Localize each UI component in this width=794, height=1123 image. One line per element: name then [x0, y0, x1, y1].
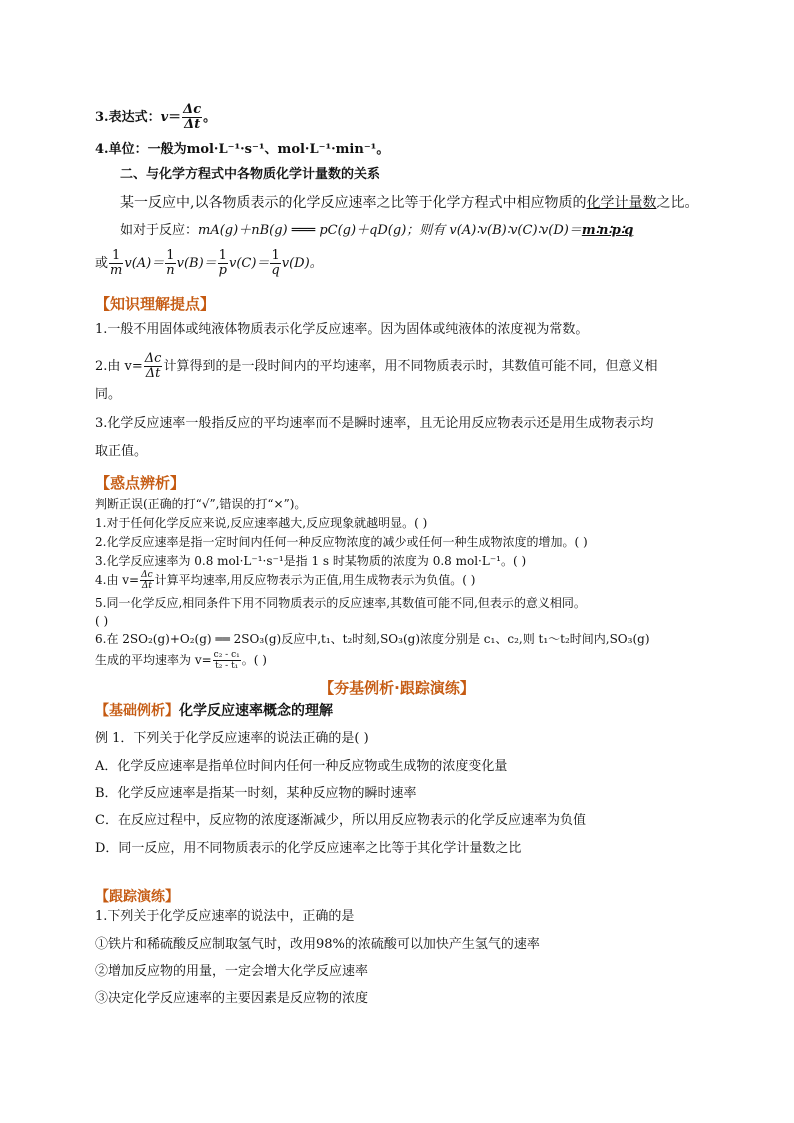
examples-sub-bracket: 【基础例析】: [95, 703, 179, 719]
section2-p3-vC: v(C)＝: [228, 256, 270, 271]
expression-prefix: 3.表达式：: [95, 110, 161, 125]
confusion-q6-fraction: [213, 650, 241, 671]
section2-p2-reaction: mA(g)＋nB(g) ═══ pC(g)＋qD(g)；则有 v(A)∶v(B)∶v(C)∶v(D)＝: [198, 223, 582, 238]
frac-m-num: 1: [109, 249, 123, 264]
knowledge-header: 【知识理解提点】: [95, 295, 216, 313]
fraction-1-over-n: [165, 249, 175, 278]
tracking-statement-2: ②增加反应物的用量，一定会增大化学反应速率: [95, 964, 369, 979]
examples-header: 【夯基例析·跟踪演练】: [319, 679, 475, 697]
unit-line: 4.单位：一般为mol·L⁻¹·s⁻¹、mol·L⁻¹·min⁻¹。: [95, 142, 390, 157]
expression-suffix: 。: [203, 110, 217, 125]
section2-paragraph3: [95, 249, 323, 278]
section2-p1-underline: 化学计量数: [586, 195, 657, 211]
confusion-q1: 1.对于任何化学反应来说,反应速率越大,反应现象就越明显。( ): [95, 516, 428, 530]
section2-p3-vD: v(D)。: [281, 256, 323, 271]
tracking-question: 1.下列关于化学反应速率的说法中，正确的是: [95, 909, 355, 924]
tracking-statement-3: ③决定化学反应速率的主要因素是反应物的浓度: [95, 991, 369, 1006]
knowledge-item2-cont: 同。: [95, 387, 122, 402]
section2-title: 二、与化学方程式中各物质化学计量数的关系: [120, 167, 381, 182]
expression-fraction: [182, 103, 202, 132]
confusion-q6-den: t₂ - t₁: [215, 661, 239, 671]
knowledge-item2-den: Δt: [145, 366, 161, 381]
expression-eq: ＝: [168, 110, 182, 125]
confusion-q4-num: Δc: [141, 570, 153, 580]
fraction-1-over-m: [109, 249, 123, 278]
fraction-1-over-p: [218, 249, 228, 278]
section2-p1-before: 某一反应中,以各物质表示的化学反应速率之比等于化学方程式中相应物质的: [120, 195, 587, 211]
confusion-q4-fraction: [140, 570, 154, 591]
frac-n-num: 1: [166, 248, 175, 263]
example1-option-b: B．化学反应速率是指某一时刻，某种反应物的瞬时速率: [95, 786, 417, 801]
section2-p3-vB: v(B)＝: [176, 256, 217, 271]
knowledge-item2-num: Δc: [144, 351, 162, 366]
confusion-q4-a: 4.由 v=: [95, 573, 140, 587]
frac-q-num: 1: [271, 248, 280, 263]
knowledge-item3: 3.化学反应速率一般指反应的平均速率而不是瞬时速率，且无论用反应物表示还是用生成物表示均: [95, 416, 654, 431]
tracking-header: 【跟踪演练】: [95, 889, 179, 905]
frac-q-den: q: [271, 263, 280, 278]
confusion-q2: 2.化学反应速率是指一定时间内任何一种反应物浓度的减少或任何一种生成物浓度的增加。( ): [95, 535, 588, 549]
section2-p3-vA: v(A)＝: [124, 256, 165, 271]
frac-n-den: n: [166, 263, 175, 278]
example1-option-c: C．在反应过程中，反应物的浓度逐渐减少，所以用反应物表示的化学反应速率为负值: [95, 813, 586, 828]
confusion-q6-c: 。( ): [241, 653, 267, 667]
confusion-q6: 6.在 2SO₂(g)+O₂(g) ══ 2SO₃(g)反应中,t₁、t₂时刻,SO₃(g)浓度分别是 c₁、c₂,则 t₁～t₂时间内,SO₃(g): [95, 632, 650, 646]
knowledge-item1: 1.一般不用固体或纯液体物质表示化学反应速率。因为固体或纯液体的浓度视为常数。: [95, 322, 589, 337]
confusion-q4: [95, 570, 475, 591]
expression-line: [95, 103, 216, 132]
confusion-q3: 3.化学反应速率为 0.8 mol·L⁻¹·s⁻¹是指 1 s 时某物质的浓度为 0.8 mol·L⁻¹。( ): [95, 554, 527, 568]
expression-numerator: Δc: [183, 102, 202, 117]
section2-p1-after: 之比。: [656, 195, 699, 211]
section2-paragraph1: [120, 193, 698, 213]
knowledge-item2: [95, 352, 657, 381]
confusion-q5: 5.同一化学反应,相同条件下用不同物质表示的反应速率,其数值可能不同,但表示的意义相同。: [95, 596, 586, 610]
examples-sub-title: 化学反应速率概念的理解: [179, 703, 333, 719]
knowledge-item2-b: 计算得到的是一段时间内的平均速率，用不同物质表示时，其数值可能不同，但意义相: [163, 359, 658, 374]
examples-subheader: [95, 700, 333, 720]
section2-p3-or: 或: [95, 256, 109, 271]
confusion-q5-cont: ( ): [95, 614, 109, 628]
frac-p-num: 1: [218, 248, 227, 263]
tracking-statement-1: ①铁片和稀硫酸反应制取氢气时，改用98%的浓硫酸可以加快产生氢气的速率: [95, 937, 540, 952]
fraction-1-over-q: [270, 249, 280, 278]
example1-question: 例 1．下列关于化学反应速率的说法正确的是( ): [95, 731, 369, 746]
section2-p2-ratio: m∶n∶p∶q: [581, 223, 634, 238]
expression-denominator: Δt: [184, 117, 201, 132]
confusion-q6-cont: [95, 650, 267, 671]
confusion-intro: 判断正误(正确的打“√”,错误的打“×”)。: [95, 497, 307, 511]
knowledge-item2-fraction: [144, 352, 163, 381]
frac-m-den: m: [110, 263, 123, 278]
confusion-q4-b: 计算平均速率,用反应物表示为正值,用生成物表示为负值。( ): [154, 573, 476, 587]
frac-p-den: p: [218, 263, 227, 278]
confusion-q6-num: c₂ - c₁: [213, 650, 240, 660]
confusion-q4-den: Δt: [141, 581, 152, 591]
knowledge-item2-a: 2.由 v=: [95, 359, 143, 374]
section2-p2-before: 如对于反应：: [120, 223, 199, 238]
example1-option-d: D．同一反应，用不同物质表示的化学反应速率之比等于其化学计量数之比: [95, 841, 522, 856]
section2-paragraph2: [120, 221, 633, 241]
confusion-q6-b: 生成的平均速率为 v=: [95, 653, 212, 667]
confusion-header: 【惑点辨析】: [95, 474, 186, 492]
example1-option-a: A．化学反应速率是指单位时间内任何一种反应物或生成物的浓度变化量: [95, 759, 508, 774]
knowledge-item3-cont: 取正值。: [95, 444, 148, 459]
expression-v: v: [160, 110, 169, 125]
